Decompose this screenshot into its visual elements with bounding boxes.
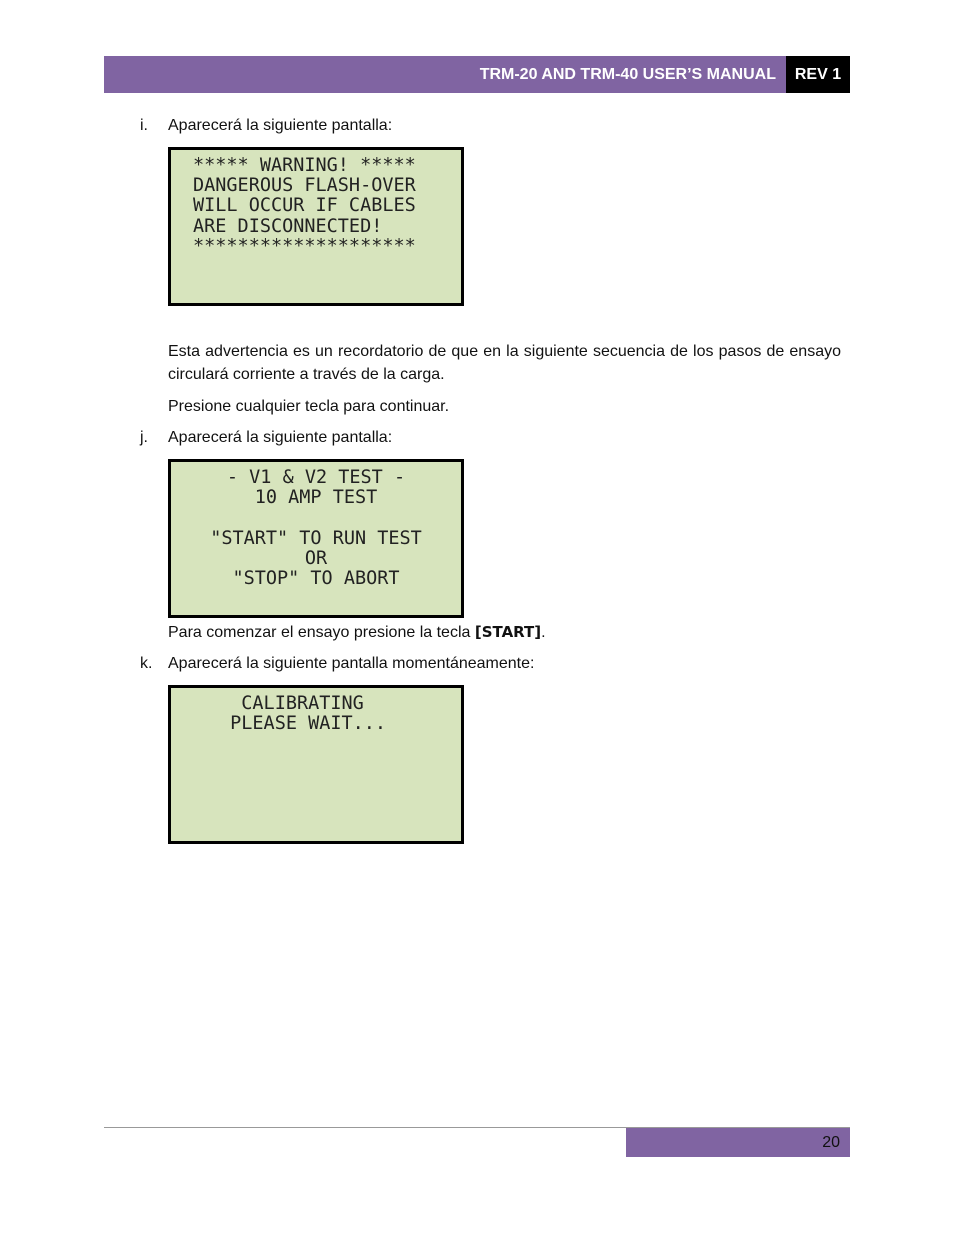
header-title-bar [104, 56, 786, 93]
lcd-line: 10 AMP TEST [254, 487, 378, 509]
manual-title: TRM-20 AND TRM-40 USER’S MANUAL [479, 65, 776, 83]
footer-bar [626, 1128, 850, 1157]
lcd-line: "START" TO RUN TEST [210, 527, 422, 549]
step-text: Aparecerá la siguiente pantalla momentáneamente: [168, 655, 535, 672]
lcd-line: PLEASE WAIT... [219, 713, 387, 735]
page-number: 20 [822, 1133, 840, 1151]
step-text: Aparecerá la siguiente pantalla: [168, 117, 393, 134]
lcd-line: "STOP" TO ABORT [232, 567, 400, 589]
lcd-line: ******************** [193, 235, 416, 257]
lcd-line: - V1 & V2 TEST - [226, 467, 406, 488]
start-instruction-text: Para comenzar el ensayo presione la tecla [168, 624, 475, 641]
lcd-screen-calibrating [168, 685, 464, 844]
start-instruction-end: . [541, 624, 546, 641]
lcd-line: OR [304, 547, 328, 569]
start-instruction-paragraph [168, 621, 841, 644]
lcd-screen-warning [168, 147, 464, 306]
step-marker: j. [140, 429, 148, 446]
lcd-line: ARE DISCONNECTED! [193, 215, 383, 237]
lcd-line: DANGEROUS FLASH-OVER [193, 175, 416, 197]
warning-note-paragraph: Esta advertencia es un recordatorio de que en la siguiente secuencia de los pasos de ensayo circulará corriente a través de la carga. [168, 343, 841, 383]
lcd-screen-test [168, 459, 464, 618]
lcd-line [171, 508, 461, 528]
lcd-line: CALIBRATING [219, 693, 364, 714]
press-any-key-paragraph: Presione cualquier tecla para continuar. [168, 398, 450, 415]
step-marker: i. [140, 117, 148, 134]
revision-badge [786, 56, 850, 93]
step-marker: k. [140, 655, 153, 672]
start-key-label: [START] [474, 623, 542, 641]
lcd-line: ***** WARNING! ***** [193, 155, 416, 176]
revision-label: REV 1 [794, 65, 842, 83]
lcd-line: WILL OCCUR IF CABLES [193, 195, 416, 217]
step-text: Aparecerá la siguiente pantalla: [168, 429, 393, 446]
